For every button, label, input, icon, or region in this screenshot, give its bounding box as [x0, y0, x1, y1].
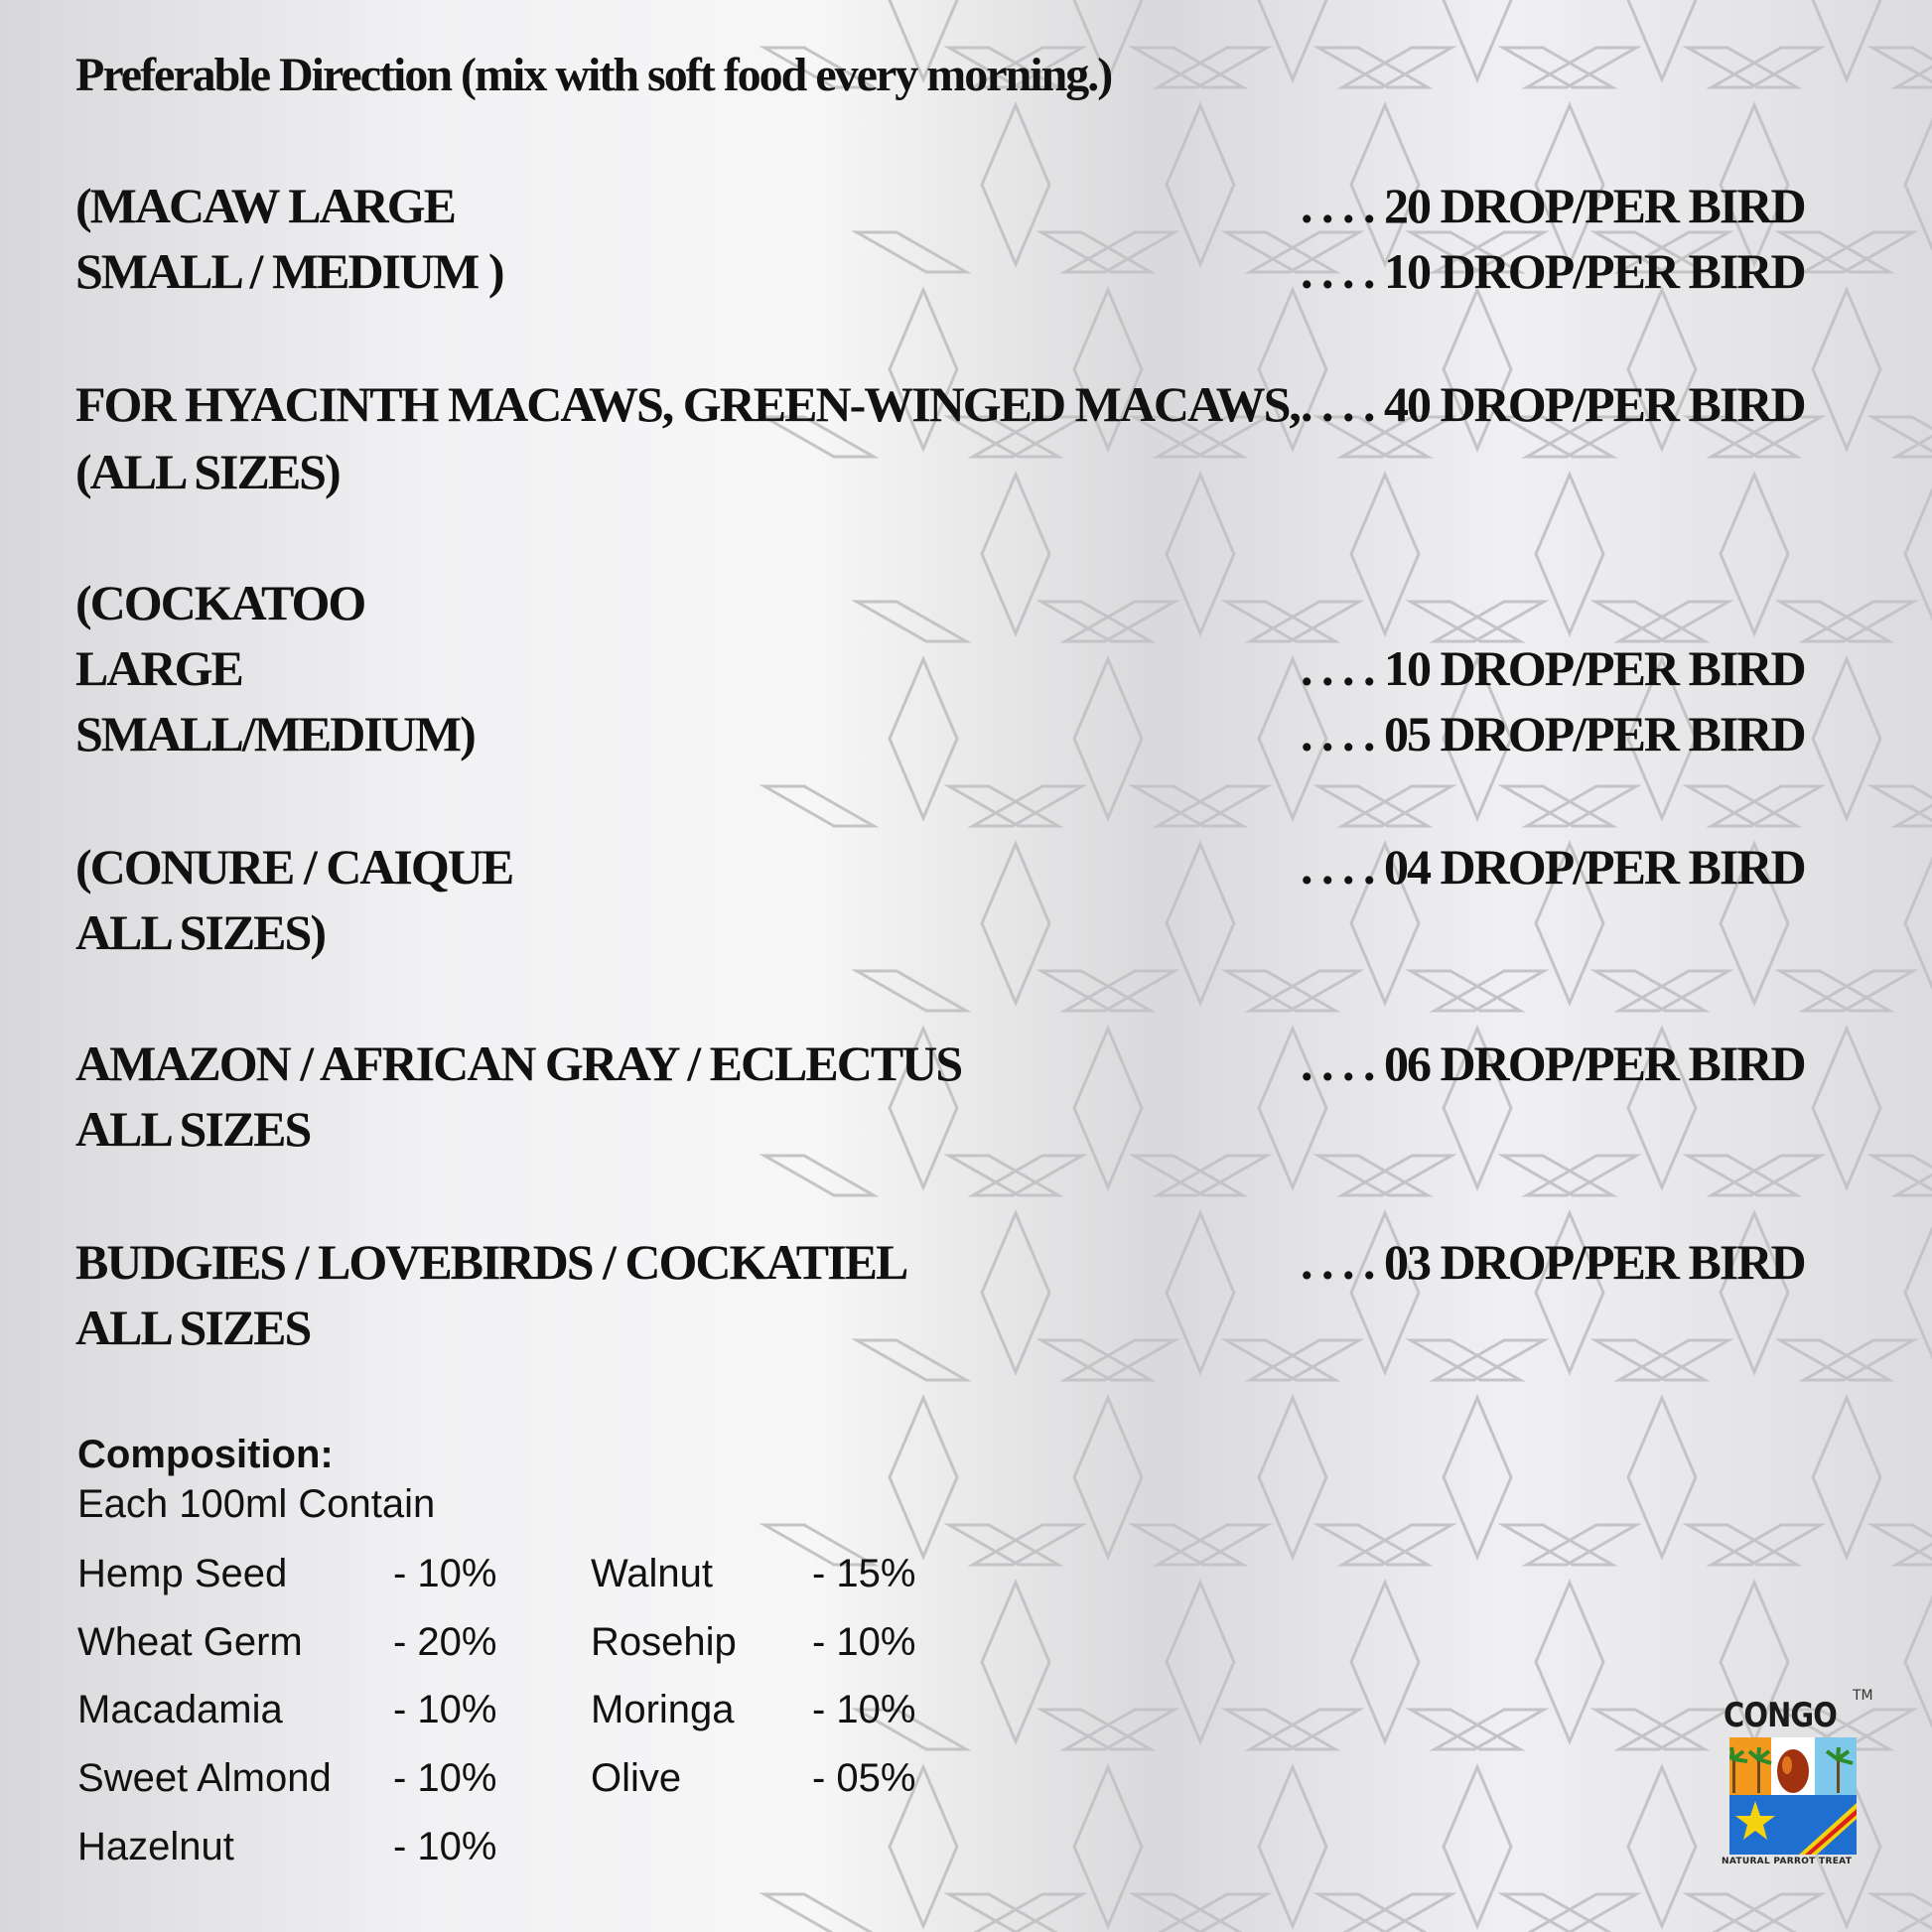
conure-label-line2: ALL SIZES) [75, 904, 325, 960]
pattern-parallelogram [1872, 1156, 1932, 1195]
pattern-diamond [1167, 1213, 1234, 1372]
pattern-parallelogram [1250, 1710, 1359, 1749]
pattern-parallelogram [1527, 1156, 1636, 1195]
pattern-diamond [1444, 1398, 1511, 1557]
pattern-parallelogram [1780, 602, 1889, 641]
pattern-parallelogram [1780, 971, 1889, 1011]
pattern-parallelogram [1688, 1894, 1797, 1932]
pattern-diamond [1074, 1767, 1142, 1926]
pattern-diamond [890, 659, 957, 818]
pattern-parallelogram [1896, 48, 1932, 87]
ingredient-percent: - 10% [812, 1620, 916, 1664]
cockatoo-label-line1: (COCKATOO [75, 575, 365, 630]
pattern-diamond [982, 475, 1049, 633]
ingredient-name: Moringa [591, 1688, 735, 1731]
pattern-parallelogram [1804, 232, 1913, 272]
pattern-parallelogram [857, 232, 966, 272]
pattern-diamond [1167, 475, 1234, 633]
pattern-parallelogram [1342, 1156, 1451, 1195]
pattern-diamond [1628, 0, 1696, 79]
pattern-diamond [1813, 1398, 1880, 1557]
pattern-diamond [1074, 659, 1142, 818]
pattern-parallelogram [973, 1525, 1082, 1565]
composition-title: Composition: [77, 1433, 334, 1476]
pattern-parallelogram [1226, 971, 1335, 1011]
pattern-parallelogram [949, 786, 1058, 826]
pattern-parallelogram [1712, 48, 1821, 87]
pattern-parallelogram [1065, 232, 1174, 272]
pattern-diamond [1813, 1029, 1880, 1187]
pattern-parallelogram [1411, 971, 1520, 1011]
ingredient-percent: - 10% [812, 1688, 916, 1731]
pattern-diamond [1721, 475, 1788, 633]
pattern-parallelogram [1318, 1156, 1428, 1195]
pattern-diamond [1905, 475, 1932, 633]
pattern-parallelogram [1134, 1156, 1243, 1195]
pattern-parallelogram [1318, 1894, 1428, 1932]
pattern-parallelogram [1503, 1525, 1612, 1565]
pattern-parallelogram [1804, 602, 1913, 641]
ingredient-percent: - 10% [393, 1825, 497, 1868]
pattern-parallelogram [1503, 786, 1612, 826]
pattern-parallelogram [973, 1156, 1082, 1195]
ingredient-name: Olive [591, 1756, 682, 1800]
cockatoo-label-line2: LARGE [75, 640, 242, 696]
pattern-parallelogram [1342, 48, 1451, 87]
pattern-parallelogram [1896, 1156, 1932, 1195]
macaw-large-dose: . . . . 20 DROP/PER BIRD [1301, 178, 1805, 233]
direction-heading: Preferable Direction (mix with soft food every morning.) [75, 49, 1112, 101]
pattern-parallelogram [1527, 1525, 1636, 1565]
pattern-parallelogram [1158, 1156, 1267, 1195]
pattern-parallelogram [1134, 1894, 1243, 1932]
budgies-dose: . . . . 03 DROP/PER BIRD [1301, 1234, 1805, 1290]
pattern-parallelogram [857, 971, 966, 1011]
pattern-parallelogram [1804, 971, 1913, 1011]
pattern-diamond [1167, 105, 1234, 264]
pattern-parallelogram [1619, 971, 1728, 1011]
pattern-parallelogram [1065, 1710, 1174, 1749]
pattern-parallelogram [857, 1340, 966, 1380]
pattern-parallelogram [1435, 1710, 1544, 1749]
pattern-diamond [1259, 1398, 1326, 1557]
pattern-parallelogram [1872, 48, 1932, 87]
pattern-diamond [1167, 1583, 1234, 1741]
pattern-parallelogram [1712, 1156, 1821, 1195]
pattern-parallelogram [764, 1894, 874, 1932]
pattern-parallelogram [1896, 417, 1932, 457]
pattern-parallelogram [1688, 1156, 1797, 1195]
pattern-parallelogram [764, 1156, 874, 1195]
pattern-parallelogram [1318, 1525, 1428, 1565]
pattern-parallelogram [764, 786, 874, 826]
pattern-diamond [1444, 1767, 1511, 1926]
pattern-diamond [982, 1213, 1049, 1372]
pattern-parallelogram [1041, 971, 1151, 1011]
pattern-parallelogram [857, 602, 966, 641]
pattern-parallelogram [1342, 1894, 1451, 1932]
composition-subtitle: Each 100ml Contain [77, 1482, 436, 1526]
pattern-diamond [1536, 1583, 1603, 1741]
budgies-label-line2: ALL SIZES [75, 1300, 311, 1355]
amazon-label-line1: AMAZON / AFRICAN GRAY / ECLECTUS [75, 1035, 962, 1091]
ingredient-percent: - 05% [812, 1756, 916, 1800]
ingredient-name: Rosehip [591, 1620, 737, 1664]
pattern-parallelogram [1712, 786, 1821, 826]
conure-label-line1: (CONURE / CAIQUE [75, 839, 513, 895]
hyacinth-label-line2: (ALL SIZES) [75, 444, 340, 499]
pattern-parallelogram [1527, 1894, 1636, 1932]
pattern-diamond [982, 1583, 1049, 1741]
pattern-parallelogram [1595, 602, 1705, 641]
ingredient-name: Macadamia [77, 1688, 283, 1731]
cockatoo-large-dose: . . . . 10 DROP/PER BIRD [1301, 640, 1805, 696]
pattern-parallelogram [1065, 1340, 1174, 1380]
pattern-parallelogram [1872, 417, 1932, 457]
pattern-diamond [1905, 1583, 1932, 1741]
congo-logo [1716, 1684, 1884, 1872]
pattern-diamond [1167, 844, 1234, 1003]
pattern-parallelogram [1134, 48, 1243, 87]
pattern-parallelogram [1411, 602, 1520, 641]
pattern-parallelogram [1804, 1340, 1913, 1380]
conure-dose: . . . . 04 DROP/PER BIRD [1301, 839, 1805, 895]
pattern-parallelogram [949, 1156, 1058, 1195]
pattern-diamond [1813, 290, 1880, 449]
pattern-parallelogram [1503, 48, 1612, 87]
pattern-parallelogram [1712, 1525, 1821, 1565]
pattern-diamond [982, 844, 1049, 1003]
hyacinth-dose: . . . . 40 DROP/PER BIRD [1301, 376, 1805, 432]
pattern-diamond [1628, 1767, 1696, 1926]
pattern-parallelogram [1595, 1710, 1705, 1749]
pattern-parallelogram [1872, 1525, 1932, 1565]
pattern-parallelogram [1250, 602, 1359, 641]
pattern-parallelogram [1435, 1340, 1544, 1380]
pattern-parallelogram [1226, 1710, 1335, 1749]
cockatoo-label-line3: SMALL/MEDIUM) [75, 706, 475, 761]
pattern-diamond [1351, 1583, 1419, 1741]
pattern-parallelogram [973, 1894, 1082, 1932]
pattern-diamond [1074, 1398, 1142, 1557]
pattern-parallelogram [1041, 1340, 1151, 1380]
pattern-parallelogram [949, 1525, 1058, 1565]
pattern-parallelogram [1619, 1710, 1728, 1749]
pattern-parallelogram [1158, 1894, 1267, 1932]
ingredient-percent: - 20% [393, 1620, 497, 1664]
ingredient-percent: - 10% [393, 1552, 497, 1595]
logo-trademark: TM [1853, 1688, 1873, 1704]
pattern-parallelogram [1595, 1340, 1705, 1380]
pattern-parallelogram [1411, 1710, 1520, 1749]
pattern-parallelogram [1411, 1340, 1520, 1380]
pattern-parallelogram [1688, 48, 1797, 87]
pattern-diamond [1444, 0, 1511, 79]
pattern-diamond [1905, 105, 1932, 264]
pattern-parallelogram [1134, 786, 1243, 826]
logo-tagline: NATURAL PARROT TREAT [1722, 1857, 1853, 1866]
pattern-parallelogram [1318, 48, 1428, 87]
pattern-parallelogram [1342, 786, 1451, 826]
pattern-parallelogram [1503, 1156, 1612, 1195]
pattern-parallelogram [1712, 1894, 1821, 1932]
pattern-parallelogram [1041, 1710, 1151, 1749]
pattern-diamond [1536, 475, 1603, 633]
pattern-parallelogram [1896, 1894, 1932, 1932]
pattern-parallelogram [1619, 1340, 1728, 1380]
pattern-parallelogram [1780, 1340, 1889, 1380]
amazon-label-line2: ALL SIZES [75, 1101, 311, 1157]
cockatoo-small-dose: . . . . 05 DROP/PER BIRD [1301, 706, 1805, 761]
macaw-label-line2: SMALL / MEDIUM ) [75, 243, 503, 299]
pattern-parallelogram [1688, 1525, 1797, 1565]
pattern-diamond [1628, 1398, 1696, 1557]
pattern-parallelogram [1872, 786, 1932, 826]
pattern-parallelogram [1527, 786, 1636, 826]
pattern-parallelogram [1688, 786, 1797, 826]
pattern-parallelogram [1619, 602, 1728, 641]
pattern-diamond [1813, 0, 1880, 79]
pattern-parallelogram [1318, 786, 1428, 826]
pattern-parallelogram [1041, 602, 1151, 641]
pattern-parallelogram [949, 1894, 1058, 1932]
pattern-parallelogram [1527, 48, 1636, 87]
pattern-diamond [1259, 1767, 1326, 1926]
pattern-parallelogram [1226, 602, 1335, 641]
pattern-parallelogram [1896, 1525, 1932, 1565]
ingredient-name: Wheat Germ [77, 1620, 303, 1664]
pattern-parallelogram [1065, 602, 1174, 641]
pattern-parallelogram [1250, 971, 1359, 1011]
pattern-diamond [982, 105, 1049, 264]
ingredient-name: Walnut [591, 1552, 714, 1595]
amazon-dose: . . . . 06 DROP/PER BIRD [1301, 1035, 1805, 1091]
ingredient-percent: - 10% [393, 1756, 497, 1800]
pattern-parallelogram [1435, 602, 1544, 641]
ingredient-percent: - 15% [812, 1552, 916, 1595]
pattern-parallelogram [1435, 971, 1544, 1011]
pattern-parallelogram [1503, 1894, 1612, 1932]
pattern-parallelogram [1872, 1894, 1932, 1932]
pattern-parallelogram [1896, 786, 1932, 826]
logo-wordmark: CONGO [1724, 1696, 1838, 1735]
pattern-diamond [1813, 659, 1880, 818]
pattern-diamond [1905, 1213, 1932, 1372]
pattern-diamond [1905, 844, 1932, 1003]
budgies-label-line1: BUDGIES / LOVEBIRDS / COCKATIEL [75, 1234, 907, 1290]
pattern-parallelogram [1342, 1525, 1451, 1565]
pattern-parallelogram [1158, 48, 1267, 87]
ingredient-name: Sweet Almond [77, 1756, 332, 1800]
pattern-parallelogram [1158, 786, 1267, 826]
pattern-parallelogram [1250, 1340, 1359, 1380]
ingredient-name: Hemp Seed [77, 1552, 288, 1595]
hyacinth-label-line1: FOR HYACINTH MACAWS, GREEN-WINGED MACAWS, [75, 376, 1300, 432]
pattern-diamond [1074, 1029, 1142, 1187]
ingredient-percent: - 10% [393, 1688, 497, 1731]
pattern-parallelogram [1041, 232, 1151, 272]
pattern-parallelogram [1226, 1340, 1335, 1380]
pattern-diamond [1351, 475, 1419, 633]
pattern-parallelogram [1595, 971, 1705, 1011]
pattern-parallelogram [1065, 971, 1174, 1011]
pattern-parallelogram [1158, 1525, 1267, 1565]
ingredient-name: Hazelnut [77, 1825, 234, 1868]
logo-emblem-icon [1729, 1737, 1857, 1855]
pattern-diamond [890, 1398, 957, 1557]
pattern-parallelogram [973, 786, 1082, 826]
pattern-parallelogram [1134, 1525, 1243, 1565]
macaw-label-line1: (MACAW LARGE [75, 178, 456, 233]
pattern-diamond [1259, 0, 1326, 79]
macaw-small-dose: . . . . 10 DROP/PER BIRD [1301, 243, 1805, 299]
